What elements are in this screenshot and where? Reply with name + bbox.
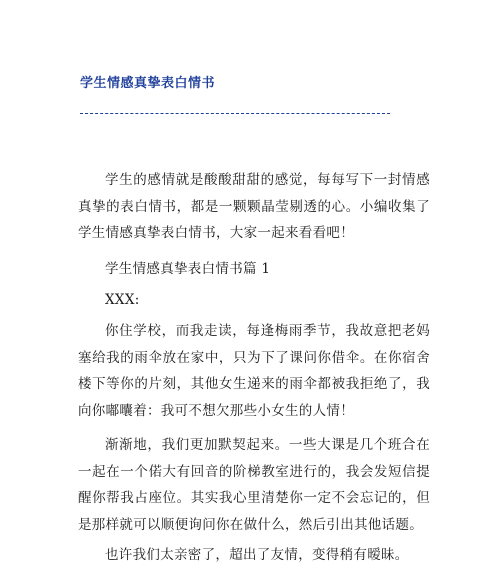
title-divider [80, 113, 390, 114]
document-title: 学生情感真挚表白情书 [80, 76, 216, 91]
body-paragraph-2: 渐渐地，我们更加默契起来。一些大课是几个班合在一起在一个偌大有回音的阶梯教室进行的，我会发短信提醒你帮我占座位。其实我心里清楚你一定不会忘记的，但是那样就可以顺便询问你在做什么，然后引出其他话题。 [78, 437, 430, 533]
body-paragraph-3: 也许我们太亲密了，超出了友情，变得稍有暧昧。 [105, 547, 409, 563]
intro-paragraph: 学生的感情就是酸酸甜甜的感觉，每每写下一封情感真挚的表白情书，都是一颗颗晶莹剔透的心。小编收集了学生情感真挚表白情书，大家一起来看看吧！ [78, 172, 430, 241]
section-heading: 学生情感真挚表白情书篇 1 [105, 261, 271, 277]
salutation: XXX: [105, 292, 140, 308]
body-paragraph-1: 你住学校，而我走读，每逢梅雨季节，我故意把老妈塞给我的雨伞放在家中，只为下了课问你借伞。在你宿舍楼下等你的片刻，其他女生递来的雨伞都被我拒绝了，我向你嘟囔着：我可不想欠那些小女生的人情！ [78, 323, 430, 419]
